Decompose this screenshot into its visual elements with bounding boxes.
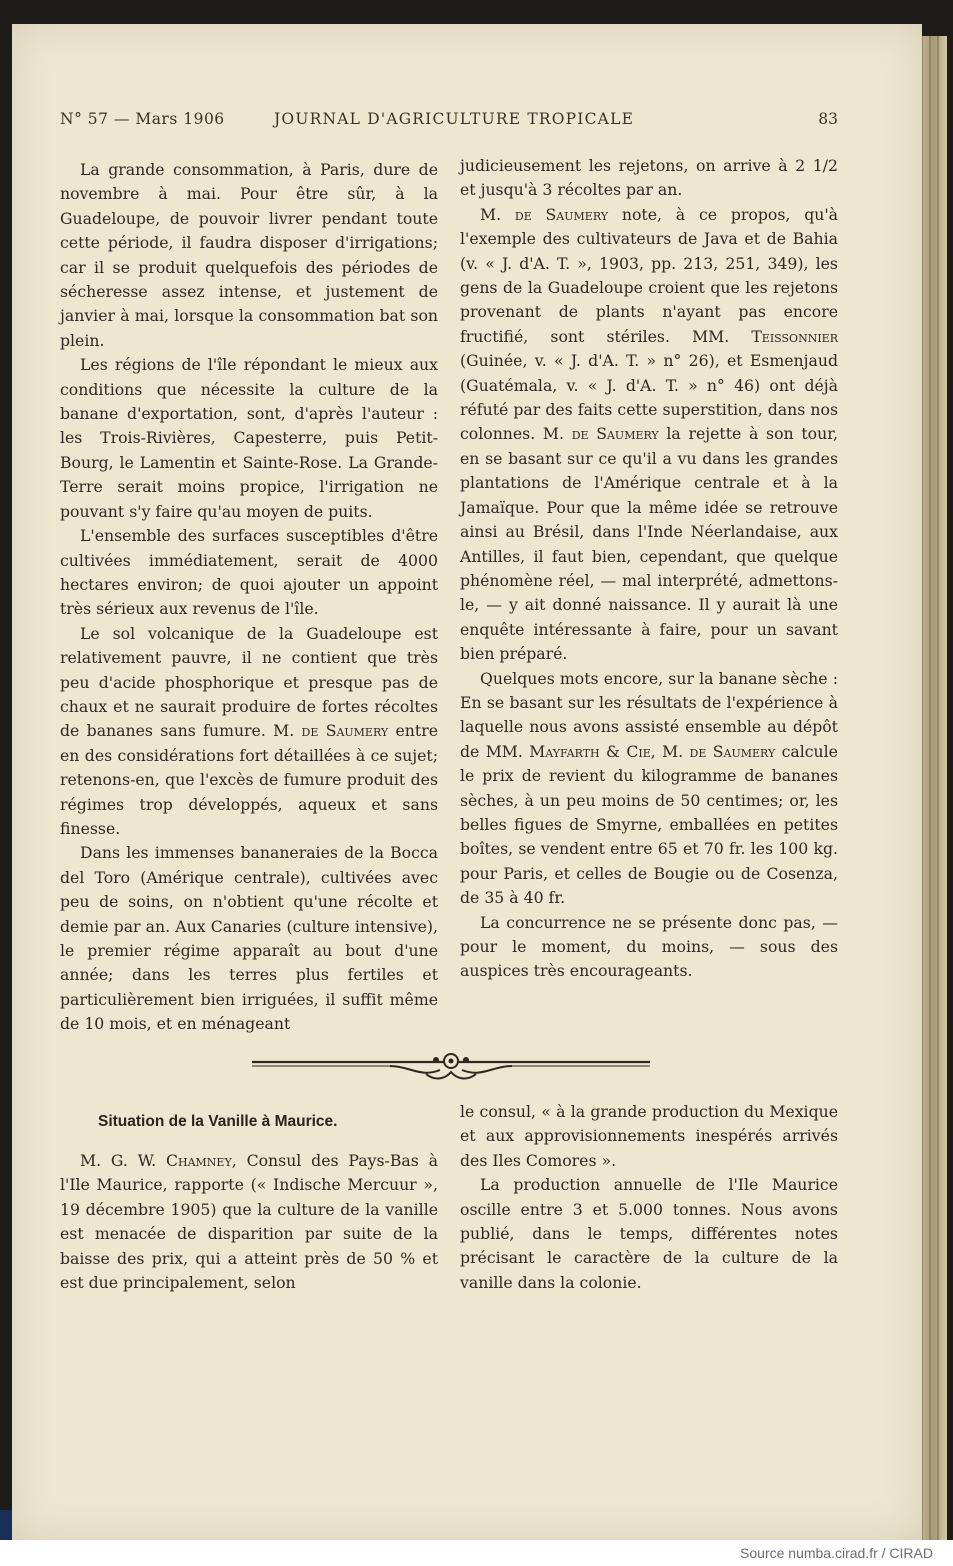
page-number: 83: [818, 110, 838, 128]
text-run: , Consul des Pays-Bas à l'Ile Maurice, rapporte (« Indische Mercuur », 19 décembre 1905) que la culture de la vanille est menacée de disparition par suite de la baisse des prix, qui a atteint près de 50 % et est due principalement, selon: [60, 1151, 438, 1293]
author-name: de Saumery: [514, 204, 609, 224]
section-title: Situation de la Vanille à Maurice.: [98, 1113, 338, 1130]
paragraph: judicieusement les rejetons, on arrive à 2 1/2 et jusqu'à 3 récoltes par an.: [460, 156, 838, 200]
column-right-article: [460, 154, 838, 984]
text-run: entre en des considérations fort détaillées à ce sujet; retenons-en, que l'excès de fumure produit des régimes trop développés, aqueux et sans finesse.: [60, 721, 438, 838]
section-divider-ornament: [250, 1048, 652, 1084]
column-left-vanilla: [60, 1149, 438, 1295]
author-name: de Saumery: [571, 424, 659, 444]
text-run: M.: [480, 204, 502, 224]
paragraph: le consul, « à la grande production du Mexique et aux approvisionnements inespérés arrivés des Iles Comores ».: [460, 1102, 838, 1170]
paragraph: [60, 1149, 438, 1295]
paragraph: Les régions de l'île répondant le mieux aux conditions que nécessite la culture de la banane d'exportation, sont, d'après l'auteur : les Trois-Rivières, Capesterre, puis Petit-Bourg, le Lamentin et Sainte-Rose. La Grande-Terre serait moins propice, l'irrigation ne pouvant s'y faire qu'au moyen de puits.: [60, 355, 438, 521]
author-name: Chamney: [166, 1151, 232, 1170]
text-run: calcule le prix de revient du kilogramme de bananes sèches, à un peu moins de 50 centimes; or, les belles figues de Smyrne, emballées en petites boîtes, se vendent entre 65 et 70 fr. les 100 kg. pour Paris, et celles de Bougie ou de Cosenza, de 35 à 40 fr.: [460, 741, 838, 908]
paragraph: [460, 667, 838, 911]
running-header: [60, 110, 838, 140]
text-run: M. G. W.: [80, 1151, 157, 1170]
book-spine: [0, 1510, 12, 1540]
company-name: Mayfarth & Cie: [529, 741, 651, 761]
paragraph: L'ensemble des surfaces susceptibles d'être cultivées immédiatement, serait de 4000 hectares environ; de quoi ajouter un appoint très sérieux aux revenus de l'île.: [60, 526, 438, 619]
column-left-article: [60, 158, 438, 1037]
author-name: de Saumery: [301, 721, 389, 741]
text-run: note, à ce propos, qu'à l'exemple des cultivateurs de Java et de Bahia (v. « J. d'A. T. », 1903, pp. 213, 251, 349), les gens de la Guadeloupe croient que les rejetons provenant de plants n'ayant pas encore fructifié, sont stériles. MM.: [460, 204, 839, 346]
author-name: de Saumery: [689, 741, 776, 761]
column-right-vanilla: [460, 1100, 838, 1295]
paragraph: [60, 622, 438, 842]
paragraph: Dans les immenses bananeraies de la Bocca del Toro (Amérique centrale), cultivées avec peu de soins, on n'obtient qu'une récolte et demie par an. Aux Canaries (culture intensive), le premier régime apparaît au bout d'une année; dans les terres plus fertiles et particulièrement bien irriguées, il suffit même de 10 mois, et en ménageant: [60, 843, 438, 1034]
text-run: , M.: [650, 741, 684, 761]
paragraph: La concurrence ne se présente donc pas, — pour le moment, du moins, — sous des auspices très encourageants.: [460, 912, 838, 981]
text-run: Le sol volcanique de la Guadeloupe est relativement pauvre, il ne contient que très peu d'acide phosphorique et presque pas de chaux et ne saurait produire de fortes récoltes de bananes sans fumure. M.: [60, 623, 438, 741]
author-name: Teissonnier: [751, 326, 838, 346]
text-run: (Guinée, v. « J. d'A. T. » n° 26), et Esmenjaud (Guatémala, v. « J. d'A. T. » n° 46) ont déjà réfuté par des faits cette superstition, dans nos colonnes. M.: [460, 351, 838, 444]
paragraph: [460, 203, 838, 667]
journal-title: JOURNAL D'AGRICULTURE TROPICALE: [274, 110, 635, 128]
paragraph: La production annuelle de l'Ile Maurice oscille entre 3 et 5.000 tonnes. Nous avons publié, dans le temps, différentes notes précisant le caractère de la culture de la vanille dans la colonie.: [460, 1175, 838, 1292]
text-run: la rejette à son tour, en se basant sur ce qu'il a vu dans les grandes plantations de l'Amérique centrale et à la Jamaïque. Pour que la même idée se retrouve ainsi au Brésil, dans l'Inde Néerlandaise, aux Antilles, il faut bien, cependant, que quelque phénomène réel, — mal interprété, admettons-le, — y ait donné naissance. Il y aurait là une enquête intéressante à faire, pour un savant bien préparé.: [460, 424, 838, 664]
text-run: Quelques mots encore, sur la banane sèche : En se basant sur les résultats de l'expérience à laquelle nous avons assisté ensemble au dépôt de MM.: [460, 668, 838, 761]
source-credit: Source numba.cirad.fr / CIRAD: [740, 1545, 933, 1561]
issue-label: N° 57 — Mars 1906: [60, 110, 225, 128]
paragraph: La grande consommation, à Paris, dure de novembre à mai. Pour être sûr, à la Guadeloupe, de pouvoir livrer pendant toute cette période, il faudra disposer d'irrigations; car il se produit quelquefois des périodes de sécheresse assez intense, et justement de janvier à mai, lorsque la consommation bat son plein.: [60, 160, 438, 350]
